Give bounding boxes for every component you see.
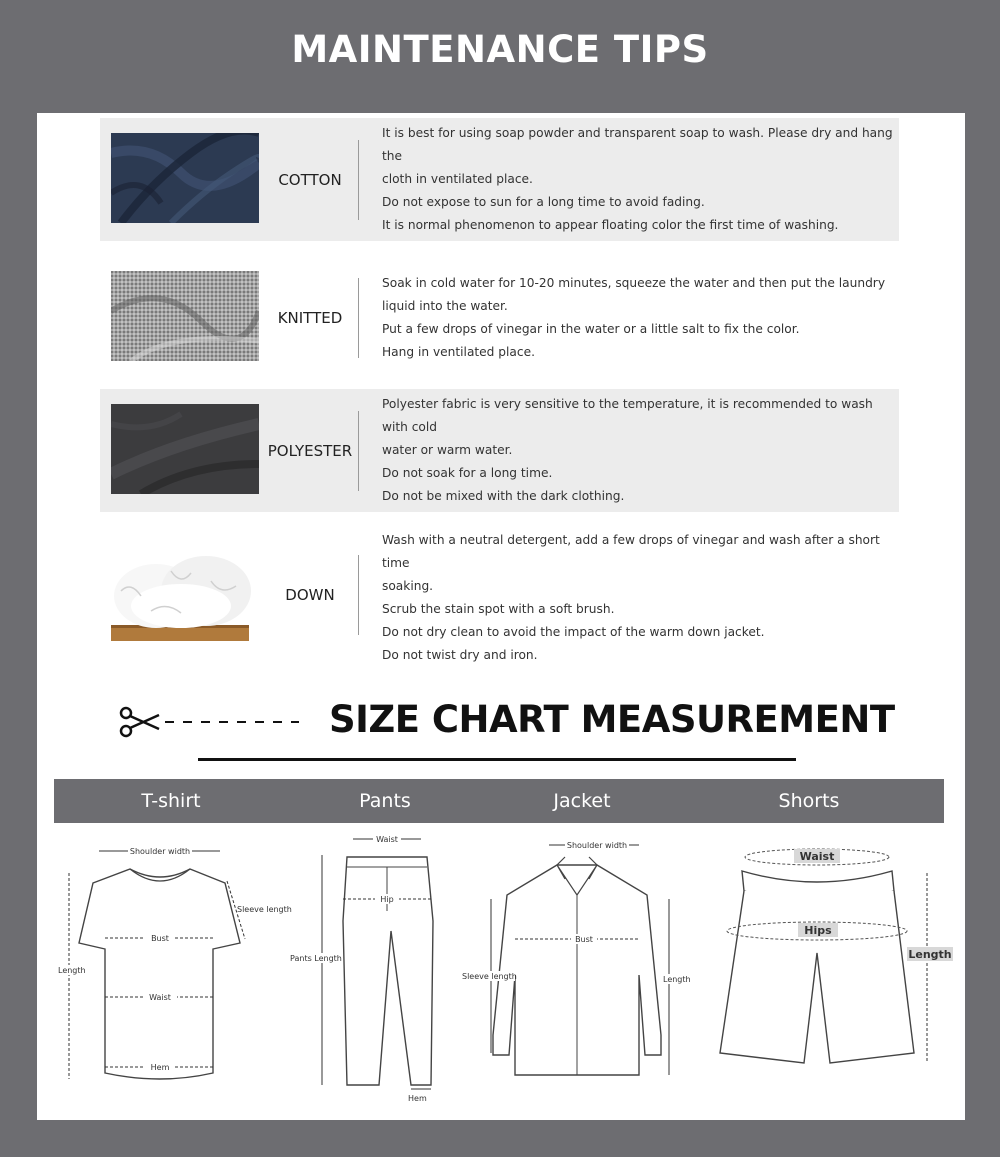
- tip-line: Do not expose to sun for a long time to avoid fading.: [382, 195, 705, 209]
- label-sleeve-length: Sleeve length: [237, 905, 292, 914]
- label-bust: Bust: [151, 934, 169, 943]
- tshirt-diagram: [55, 833, 295, 1093]
- category-bar: [54, 779, 944, 823]
- jacket-label-bust: Bust: [575, 935, 593, 944]
- tip-line: Hang in ventilated place.: [382, 344, 535, 359]
- fabric-name-polyester: POLYESTER: [267, 441, 353, 460]
- tip-line: It is best for using soap powder and transparent soap to wash. Please dry and hang the: [382, 126, 893, 163]
- pants-label-hip: Hip: [380, 895, 394, 904]
- tip-line: liquid into the water.: [382, 298, 508, 313]
- label-hem: Hem: [150, 1063, 170, 1072]
- tip-line: water or warm water.: [382, 443, 513, 457]
- tip-line: Do not soak for a long time.: [382, 466, 553, 480]
- row-divider: [358, 555, 359, 635]
- tip-line: It is normal phenomenon to appear floating color the first time of washing.: [382, 218, 839, 232]
- tips-down: [382, 533, 897, 663]
- tips-polyester: [382, 389, 897, 512]
- tip-line: Scrub the stain spot with a soft brush.: [382, 602, 615, 616]
- tip-line: Polyester fabric is very sensitive to the temperature, it is recommended to wash with cold: [382, 397, 873, 434]
- tip-line: Do not dry clean to avoid the impact of the warm down jacket.: [382, 625, 765, 639]
- row-divider: [358, 140, 359, 220]
- category-pants: Pants: [359, 790, 411, 812]
- shorts-label-hips: Hips: [804, 924, 832, 937]
- category-jacket: Jacket: [553, 790, 611, 812]
- jacket-diagram: [457, 835, 697, 1085]
- title-underline: [198, 758, 796, 761]
- tip-line: soaking.: [382, 579, 434, 593]
- jacket-label-shoulder: Shoulder width: [566, 841, 628, 850]
- fabric-row-knitted: [100, 256, 899, 379]
- shorts-diagram: [712, 843, 957, 1083]
- fabric-row-down: [100, 533, 899, 663]
- row-divider: [358, 411, 359, 491]
- cut-dash-line: [165, 721, 299, 723]
- pants-label-length: Pants Length: [290, 954, 342, 963]
- jacket-label-sleeve: Sleeve length: [462, 972, 517, 981]
- tip-line: Soak in cold water for 10-20 minutes, squeeze the water and then put the laundry: [382, 275, 886, 290]
- polyester-fabric-swatch: [111, 404, 259, 494]
- pants-diagram: [287, 831, 447, 1111]
- category-tshirt: T-shirt: [141, 790, 201, 812]
- shorts-label-length: Length: [908, 948, 952, 961]
- cotton-fabric-swatch: [111, 133, 259, 223]
- fabric-name-cotton: COTTON: [278, 170, 342, 189]
- label-length: Length: [58, 966, 86, 975]
- pants-label-hem: Hem: [408, 1094, 427, 1103]
- category-shorts: Shorts: [778, 790, 840, 812]
- shorts-label-waist: Waist: [799, 850, 835, 863]
- tip-line: Do not twist dry and iron.: [382, 648, 538, 662]
- tip-line: Wash with a neutral detergent, add a few drops of vinegar and wash after a short time: [382, 533, 880, 570]
- fabric-name-knitted: KNITTED: [277, 308, 343, 327]
- scissors-icon: [119, 705, 164, 739]
- label-shoulder-width: Shoulder width: [129, 847, 191, 856]
- pants-label-waist: Waist: [376, 835, 398, 844]
- size-chart-title: SIZE CHART MEASUREMENT: [329, 698, 895, 741]
- row-divider: [358, 278, 359, 358]
- tip-line: cloth in ventilated place.: [382, 172, 533, 186]
- tips-knitted: [382, 256, 897, 379]
- page-title: MAINTENANCE TIPS: [291, 28, 709, 71]
- knitted-fabric-swatch: [111, 271, 259, 361]
- content-panel: [37, 113, 965, 1120]
- down-feather-swatch: [111, 551, 259, 641]
- tip-line: Do not be mixed with the dark clothing.: [382, 489, 625, 503]
- fabric-row-polyester: [100, 389, 899, 512]
- tips-cotton: [382, 118, 897, 241]
- fabric-row-cotton: [100, 118, 899, 241]
- fabric-name-down: DOWN: [285, 585, 335, 604]
- tip-line: Put a few drops of vinegar in the water or a little salt to fix the color.: [382, 321, 800, 336]
- label-waist: Waist: [149, 993, 171, 1002]
- jacket-label-length: Length: [663, 975, 691, 984]
